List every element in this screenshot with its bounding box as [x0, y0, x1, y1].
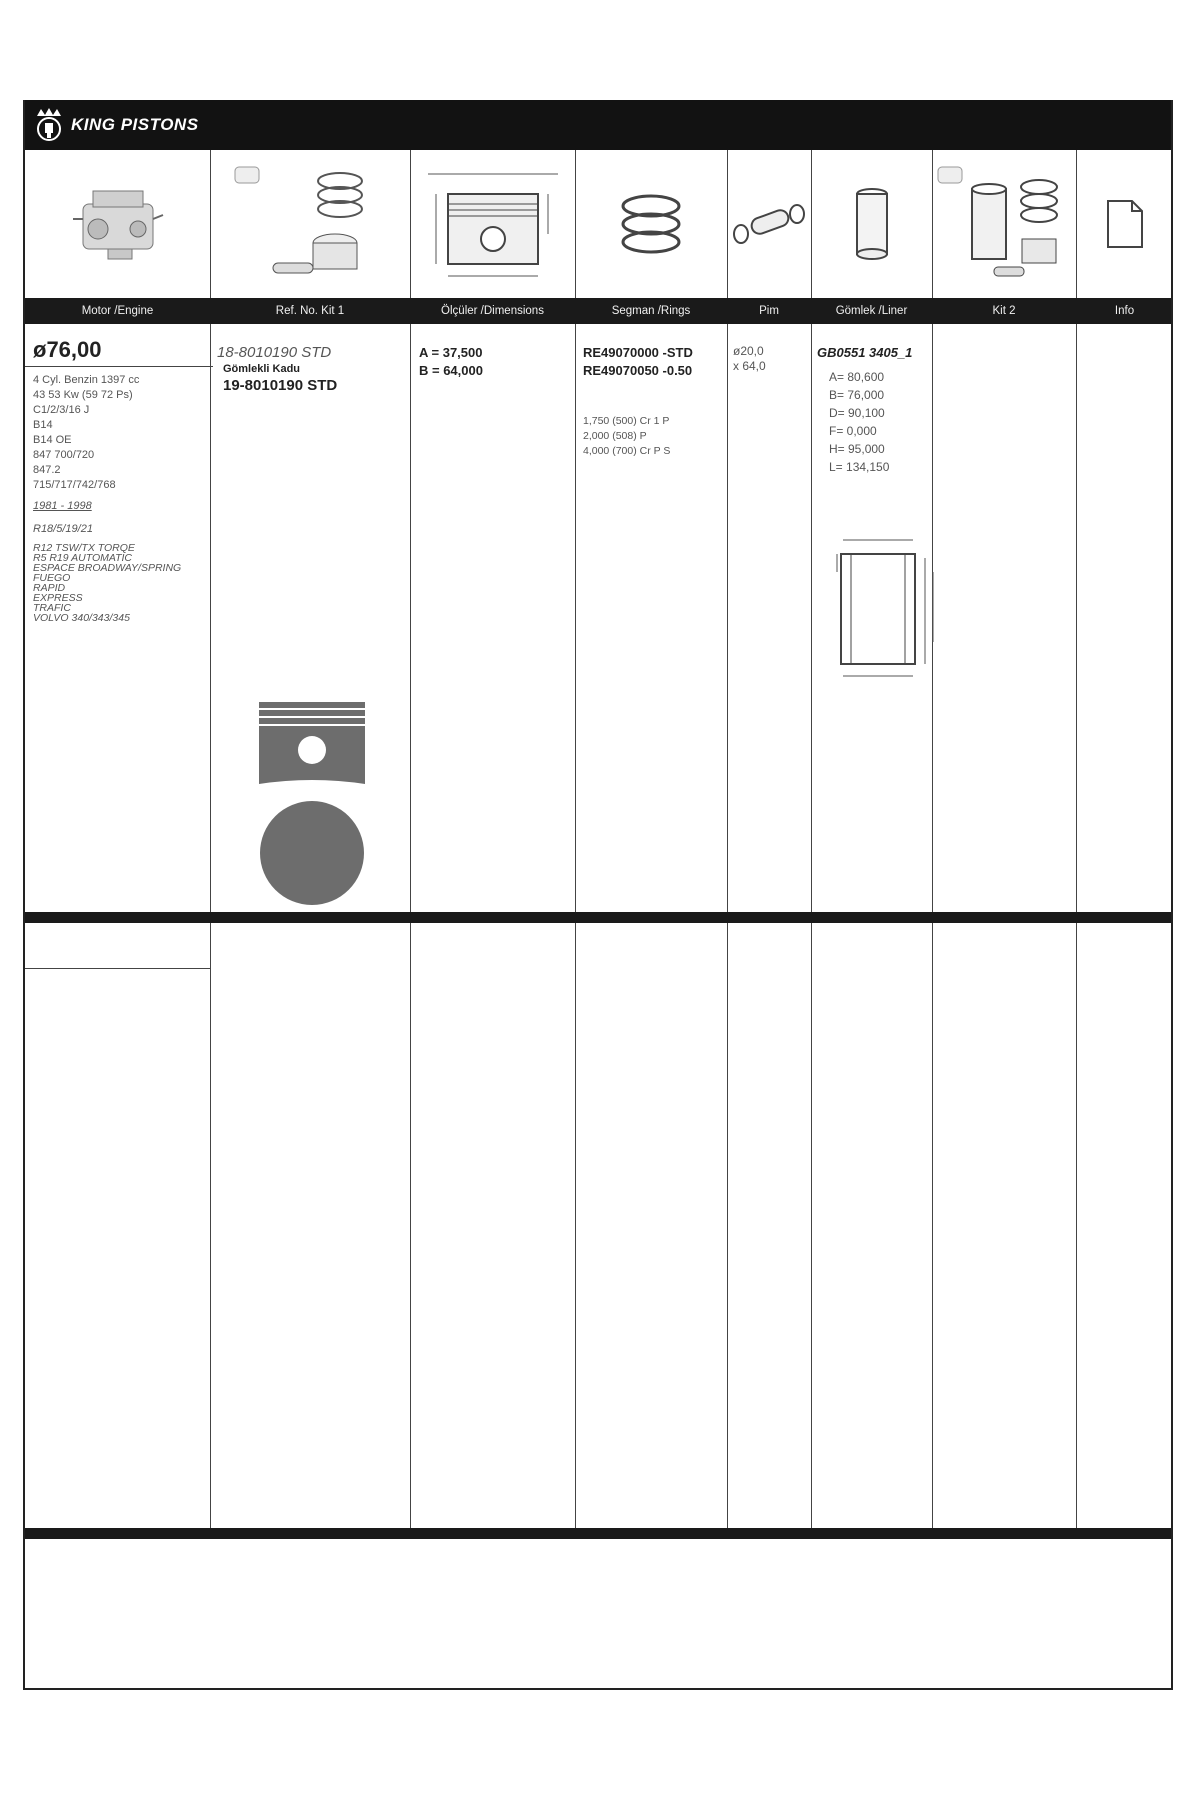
brand-logo [33, 106, 199, 144]
header-pin: Pim [759, 305, 779, 317]
kit1-cell [217, 344, 405, 396]
pin-diameter: ø20,0 [733, 344, 764, 358]
pin-icon [727, 152, 811, 296]
engine-spec: B14 OE [33, 434, 72, 446]
piston-drawing [255, 698, 370, 908]
kit2-icon [932, 152, 1076, 296]
vehicle-model: R12 TSW/TX TORQE [33, 542, 135, 554]
header-info: Info [1114, 305, 1135, 317]
dimension-b: B = 64,000 [419, 363, 483, 378]
brand-name: KING PISTONS [71, 115, 199, 134]
rings-cell [583, 344, 725, 459]
models-header: R18/5/19/21 [33, 523, 93, 535]
bore-diameter: ø76,00 [33, 337, 102, 362]
vehicle-model: ESPACE BROADWAY/SPRING [33, 562, 182, 574]
header-kit1: Ref. No. Kit 1 [275, 305, 345, 317]
document-icon[interactable] [1076, 152, 1173, 296]
piston-dimensions-icon [410, 152, 575, 296]
liner-spec: L= 134,150 [829, 460, 890, 474]
dimension-a: A = 37,500 [419, 345, 483, 360]
col-divider [811, 150, 812, 1528]
header-liner: Gömlek /Liner [835, 305, 908, 317]
col-divider [727, 150, 728, 1528]
vehicle-model: FUEGO [33, 572, 71, 584]
engine-spec: C1/2/3/16 J [33, 404, 90, 416]
engine-spec: B14 [33, 419, 53, 431]
liner-spec: B= 76,000 [829, 388, 885, 402]
kit1-ref-liner[interactable]: 19-8010190 STD [223, 377, 338, 394]
kit1-icon [210, 152, 410, 296]
kit1-note: Gömlekli Kadu [223, 363, 301, 375]
catalog-sheet [23, 100, 1173, 1690]
liner-drawing [833, 532, 943, 682]
section-separator [25, 912, 1171, 923]
liner-spec: A= 80,600 [829, 370, 885, 384]
engine-sub-divider [25, 968, 210, 969]
col-divider [1076, 150, 1077, 1528]
ring-code-050[interactable]: RE49070050 -0.50 [583, 363, 693, 378]
vehicle-model: VOLVO 340/343/345 [33, 612, 130, 624]
brand-bar [25, 100, 1171, 150]
header-dimensions: Ölçüler /Dimensions [441, 305, 544, 317]
liner-spec: D= 90,100 [829, 406, 885, 420]
engine-spec: 715/717/742/768 [33, 479, 116, 491]
liner-cell [817, 344, 931, 476]
col-divider [575, 150, 576, 1528]
production-years: 1981 - 1998 [33, 500, 92, 512]
vehicle-model: RAPID [33, 582, 66, 594]
ring-spec: 2,000 (508) P [583, 430, 647, 442]
rings-icon [575, 152, 727, 296]
vehicle-model: EXPRESS [33, 592, 83, 604]
pin-length: x 64,0 [733, 359, 766, 373]
engine-spec: 847.2 [33, 464, 61, 476]
pin-cell [733, 344, 809, 374]
col-divider [932, 150, 933, 1528]
engine-spec: 847 700/720 [33, 449, 95, 461]
header-kit2: Kit 2 [992, 305, 1016, 317]
dimensions-cell [419, 344, 569, 380]
section-separator [25, 1528, 1171, 1539]
liner-spec: H= 95,000 [829, 442, 885, 456]
liner-code[interactable]: GB0551 3405_1 [817, 345, 913, 360]
header-engine: Motor /Engine [81, 305, 154, 317]
vehicle-model: TRAFIC [33, 602, 71, 614]
ring-spec: 4,000 (700) Cr P S [583, 445, 671, 457]
ring-spec: 1,750 (500) Cr 1 P [583, 415, 670, 427]
king-crown-icon [33, 107, 65, 143]
kit1-ref-std[interactable]: 18-8010190 STD [217, 344, 332, 361]
ring-code-std[interactable]: RE49070000 -STD [583, 345, 693, 360]
col-divider [210, 150, 211, 1528]
liner-icon [811, 152, 932, 296]
col-divider [410, 150, 411, 1528]
vehicle-model: R5 R19 AUTOMATIC [33, 552, 132, 564]
engine-spec: 43 53 Kw (59 72 Ps) [33, 389, 133, 401]
engine-icon [25, 152, 210, 296]
header-rings: Segman /Rings [611, 305, 691, 317]
engine-cell [33, 336, 205, 623]
engine-spec: 4 Cyl. Benzin 1397 cc [33, 374, 140, 386]
liner-spec: F= 0,000 [829, 424, 877, 438]
